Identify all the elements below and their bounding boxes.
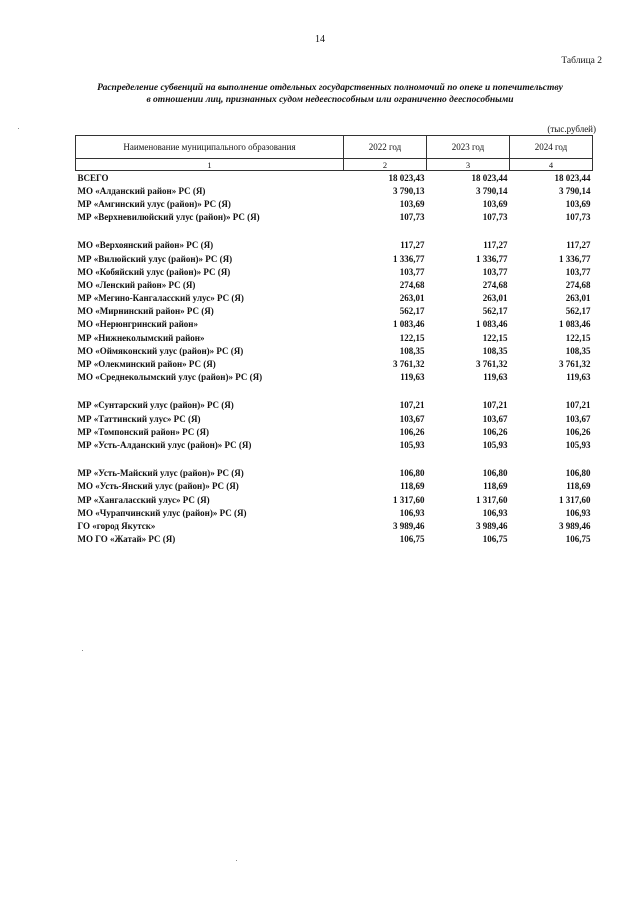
municipality-name: ВСЕГО — [77, 172, 109, 183]
table-row — [76, 533, 593, 546]
value-2023: 106,75 — [482, 534, 508, 545]
value-2024: 3 761,32 — [559, 359, 591, 370]
header-municipality: Наименование муниципального образования — [76, 136, 344, 159]
municipality-name: МО «Чурапчинский улус (район)» РС (Я) — [77, 507, 247, 518]
value-2023: 3 761,32 — [476, 359, 508, 370]
municipality-name: МО «Усть-Янский улус (район)» РС (Я) — [77, 481, 239, 492]
municipality-name: ГО «город Якутск» — [77, 520, 156, 531]
value-2023: 1 336,77 — [476, 253, 508, 264]
column-number: 2 — [344, 159, 427, 171]
table-row — [76, 171, 593, 185]
table-row — [76, 412, 593, 425]
scan-speck — [236, 860, 237, 861]
table-row — [76, 357, 593, 370]
value-2024: 106,80 — [565, 468, 591, 479]
spacer-row — [76, 224, 593, 239]
table-row — [76, 265, 593, 278]
value-2024: 122,15 — [565, 332, 591, 343]
scan-speck — [18, 128, 19, 129]
table-row — [76, 239, 593, 252]
municipality-name: МО «Среднеколымский улус (район)» РС (Я) — [77, 372, 263, 383]
value-2022: 108,35 — [399, 345, 425, 356]
table-row — [76, 331, 593, 344]
value-2024: 263,01 — [565, 293, 591, 304]
value-2023: 119,63 — [483, 372, 508, 383]
value-2022: 106,80 — [399, 468, 425, 479]
table-row — [76, 399, 593, 412]
value-2024: 118,69 — [566, 481, 591, 492]
table-row — [76, 493, 593, 506]
document-title-line-1: Распределение субвенций на выполнение отдельных государственных полномочий по опеке и попечительству — [97, 83, 563, 93]
table-row — [76, 197, 593, 210]
municipality-name: МР «Вилюйский улус (район)» РС (Я) — [77, 253, 233, 264]
value-2024: 107,73 — [565, 212, 591, 223]
value-2022: 107,21 — [399, 400, 425, 411]
table-row — [76, 292, 593, 305]
value-2022: 263,01 — [399, 293, 425, 304]
value-2022: 1 336,77 — [393, 253, 425, 264]
table-row — [76, 344, 593, 357]
table-row — [76, 184, 593, 197]
value-2024: 103,77 — [565, 266, 591, 277]
value-2023: 106,93 — [482, 507, 508, 518]
value-2023: 107,73 — [482, 212, 508, 223]
table-body — [76, 171, 593, 546]
column-number: 4 — [510, 159, 593, 171]
value-2022: 103,67 — [399, 413, 425, 424]
value-2023: 18 023,44 — [471, 172, 508, 183]
value-2023: 122,15 — [482, 332, 508, 343]
spacer-cell — [76, 452, 593, 467]
value-2024: 1 317,60 — [559, 494, 591, 505]
table-row — [76, 318, 593, 331]
value-2023: 105,93 — [482, 439, 508, 450]
value-2023: 103,67 — [482, 413, 508, 424]
municipality-name: МО «Нерюнгринский район» — [77, 319, 198, 330]
value-2024: 119,63 — [566, 372, 591, 383]
table-row — [76, 305, 593, 318]
value-2022: 106,75 — [399, 534, 425, 545]
value-2022: 103,77 — [399, 266, 425, 277]
spacer-cell — [76, 384, 593, 399]
municipality-name: МР «Сунтарский улус (район)» РС (Я) — [77, 400, 234, 411]
municipality-name: МР «Олекминский район» РС (Я) — [77, 359, 216, 370]
municipality-name: МР «Усть-Алданский улус (район)» РС (Я) — [77, 439, 252, 450]
table-row — [76, 467, 593, 480]
value-2022: 122,15 — [399, 332, 425, 343]
table-row — [76, 211, 593, 224]
value-2023: 274,68 — [482, 279, 508, 290]
municipality-name: МО «Ленский район» РС (Я) — [77, 279, 196, 290]
value-2023: 106,26 — [482, 426, 508, 437]
municipality-name: МР «Усть-Майский улус (район)» РС (Я) — [77, 468, 244, 479]
document-title-line-2: в отношении лиц, признанных судом недееспособным или ограниченно дееспособными — [146, 95, 514, 105]
municipality-name: МО «Верхоянский район» РС (Я) — [77, 240, 214, 251]
municipality-name: МО «Кобяйский улус (район)» РС (Я) — [77, 266, 231, 277]
value-2022: 117,27 — [400, 240, 425, 251]
value-2024: 3 989,46 — [559, 520, 591, 531]
value-2023: 1 083,46 — [476, 319, 508, 330]
value-2024: 274,68 — [565, 279, 591, 290]
value-2022: 18 023,43 — [388, 172, 425, 183]
value-2024: 103,69 — [565, 198, 591, 209]
value-2024: 117,27 — [566, 240, 591, 251]
table-header-row — [76, 136, 593, 159]
value-2024: 106,75 — [565, 534, 591, 545]
municipality-name: МР «Таттинский улус» РС (Я) — [77, 413, 201, 424]
value-2024: 108,35 — [565, 345, 591, 356]
value-2023: 108,35 — [482, 345, 508, 356]
value-2022: 3 989,46 — [393, 520, 425, 531]
table-row — [76, 519, 593, 532]
value-2022: 106,26 — [399, 426, 425, 437]
table-row — [76, 278, 593, 291]
table-row — [76, 371, 593, 384]
table-row — [76, 438, 593, 451]
value-2022: 105,93 — [399, 439, 425, 450]
value-2022: 118,69 — [400, 481, 425, 492]
value-2024: 105,93 — [565, 439, 591, 450]
municipality-name: МР «Верхневилюйский улус (район)» РС (Я) — [77, 212, 260, 223]
value-2023: 103,77 — [482, 266, 508, 277]
value-2024: 106,26 — [565, 426, 591, 437]
municipality-name: МО «Оймяконский улус (район)» РС (Я) — [77, 345, 244, 356]
table-row — [76, 480, 593, 493]
column-number-row — [76, 159, 593, 171]
value-2023: 3 989,46 — [476, 520, 508, 531]
document-title — [60, 82, 600, 106]
value-2022: 107,73 — [399, 212, 425, 223]
value-2022: 3 761,32 — [393, 359, 425, 370]
value-2023: 3 790,14 — [476, 185, 508, 196]
column-number: 1 — [76, 159, 344, 171]
page-number: 14 — [315, 34, 325, 45]
value-2023: 263,01 — [482, 293, 508, 304]
value-2022: 3 790,13 — [393, 185, 425, 196]
value-2022: 562,17 — [399, 306, 425, 317]
value-2024: 106,93 — [565, 507, 591, 518]
municipality-name: МР «Мегино-Кангаласский улус» РС (Я) — [77, 293, 244, 304]
value-2023: 117,27 — [483, 240, 508, 251]
table-row — [76, 252, 593, 265]
municipality-name: МО «Мирнинский район» РС (Я) — [77, 306, 214, 317]
value-2022: 106,93 — [399, 507, 425, 518]
column-number: 3 — [427, 159, 510, 171]
header-2022: 2022 год — [344, 136, 427, 159]
table-label: Таблица 2 — [561, 56, 602, 66]
table-row — [76, 425, 593, 438]
value-2023: 107,21 — [482, 400, 508, 411]
header-2023: 2023 год — [427, 136, 510, 159]
scan-speck — [82, 650, 83, 651]
value-2022: 1 317,60 — [393, 494, 425, 505]
value-2024: 3 790,14 — [559, 185, 591, 196]
municipality-name: МР «Хангаласский улус» РС (Я) — [77, 494, 210, 505]
value-2023: 106,80 — [482, 468, 508, 479]
municipality-name: МР «Томпонский район» РС (Я) — [77, 426, 209, 437]
value-2022: 103,69 — [399, 198, 425, 209]
value-2023: 103,69 — [482, 198, 508, 209]
value-2022: 119,63 — [400, 372, 425, 383]
subvention-table — [75, 135, 593, 546]
value-2024: 1 083,46 — [559, 319, 591, 330]
value-2024: 562,17 — [565, 306, 591, 317]
value-2023: 562,17 — [482, 306, 508, 317]
value-2024: 103,67 — [565, 413, 591, 424]
spacer-row — [76, 452, 593, 467]
value-2023: 118,69 — [483, 481, 508, 492]
municipality-name: МР «Амгинский улус (район)» РС (Я) — [77, 198, 231, 209]
value-2024: 18 023,44 — [554, 172, 591, 183]
value-2022: 274,68 — [399, 279, 425, 290]
table-row — [76, 506, 593, 519]
header-2024: 2024 год — [510, 136, 593, 159]
municipality-name: МО ГО «Жатай» РС (Я) — [77, 534, 176, 545]
value-2023: 1 317,60 — [476, 494, 508, 505]
municipality-name: МО «Алданский район» РС (Я) — [77, 185, 206, 196]
units-label: (тыс.рублей) — [547, 124, 596, 134]
spacer-row — [76, 384, 593, 399]
value-2024: 1 336,77 — [559, 253, 591, 264]
value-2022: 1 083,46 — [393, 319, 425, 330]
municipality-name: МР «Нижнеколымский район» — [77, 332, 205, 343]
value-2024: 107,21 — [565, 400, 591, 411]
spacer-cell — [76, 224, 593, 239]
